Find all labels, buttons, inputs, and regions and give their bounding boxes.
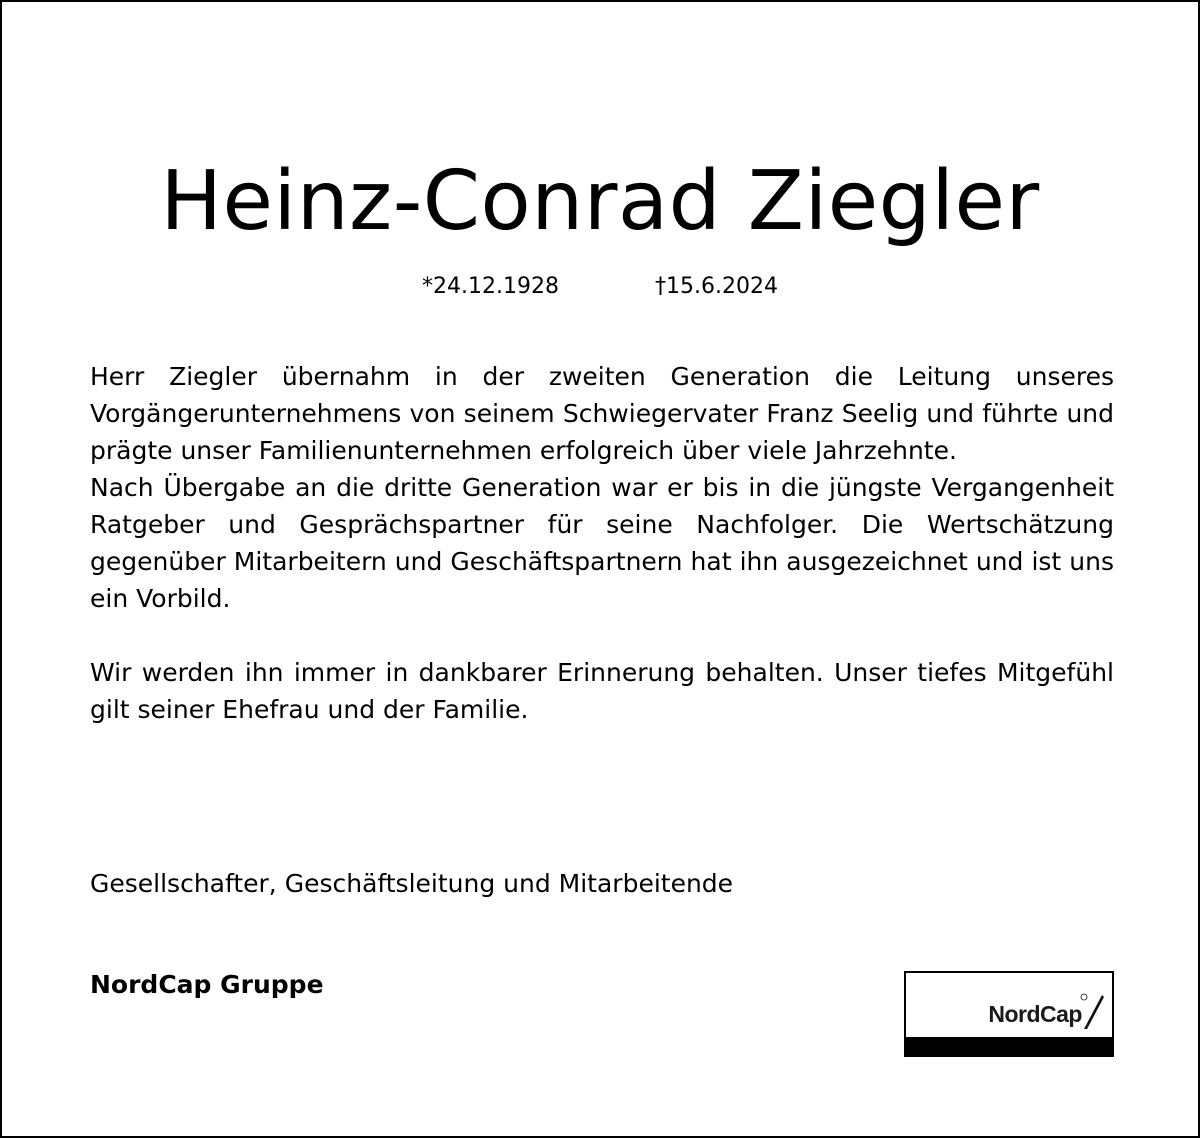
paragraph-career: Herr Ziegler übernahm in der zweiten Generation die Leitung unseres Vorgängerunternehmens von seinem Schwiegervater Franz Seelig und führte und prägte unser Familienunternehmen erfolgreich über viele Jahrzehnte. <box>90 362 1114 465</box>
birth-date: *24.12.1928 <box>422 274 559 299</box>
paragraph-condolence: Wir werden ihn immer in dankbarer Erinnerung behalten. Unser tiefes Mitgefühl gilt seiner Ehefrau und der Familie. <box>90 658 1114 724</box>
obituary-text <box>90 358 1114 728</box>
paragraph-succession: Nach Übergabe an die dritte Generation war er bis in die jüngste Vergangenheit Ratgeber und Gesprächspartner für seine Nachfolger. Die Wertschätzung gegenüber Mitarbeitern und Geschäftspartnern hat ihn ausgezeichnet und ist uns ein Vorbild. <box>90 473 1114 613</box>
death-date: †15.6.2024 <box>655 274 778 299</box>
logo-bar <box>904 1037 1114 1057</box>
life-dates <box>2 272 1198 302</box>
logo-wordmark: NordCap <box>988 1001 1082 1027</box>
nordcap-logo <box>904 971 1114 1057</box>
deceased-name: Heinz-Conrad Ziegler <box>160 154 1040 249</box>
logo-swoosh-icon <box>1080 989 1106 1031</box>
signers-line: Gesellschafter, Geschäftsleitung und Mitarbeitende <box>90 869 734 898</box>
company-name: NordCap Gruppe <box>90 970 324 999</box>
